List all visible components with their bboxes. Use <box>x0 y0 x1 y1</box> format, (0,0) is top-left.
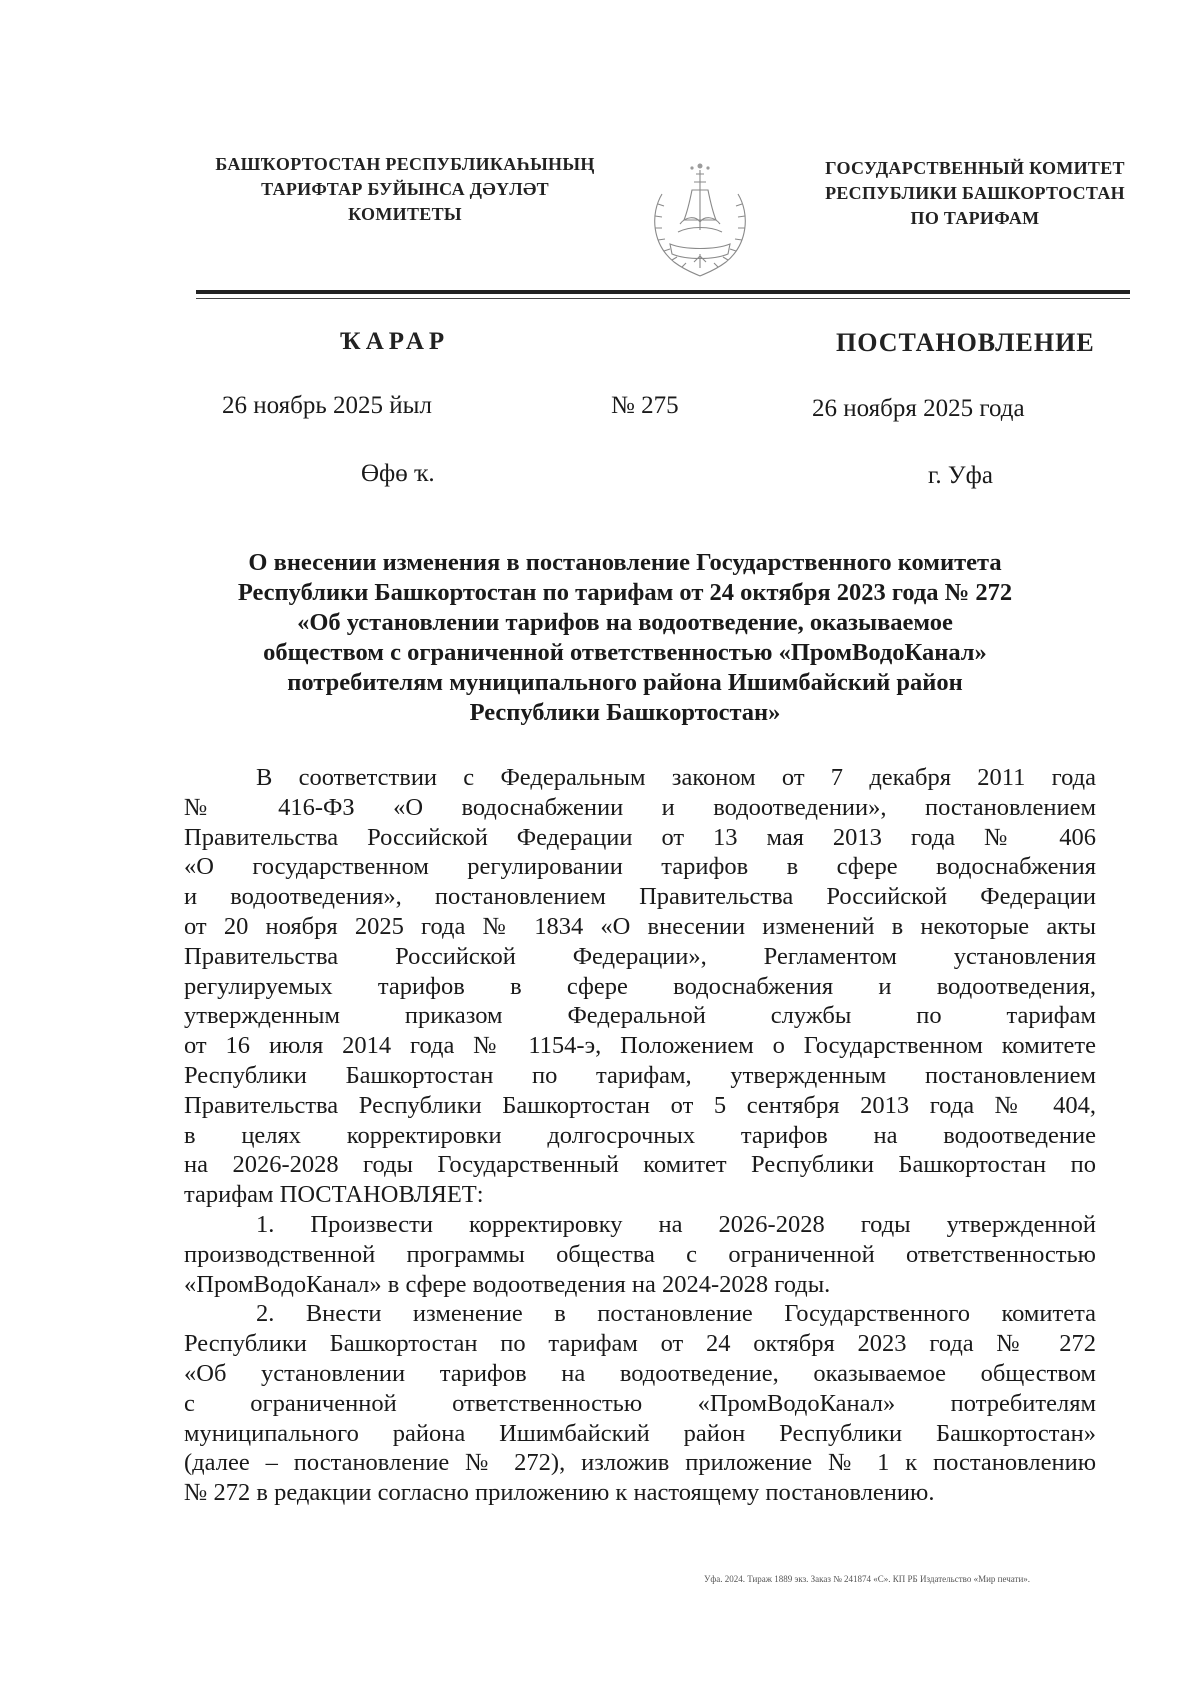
body-line: В соответствии с Федеральным законом от 7 декабря 2011 года <box>256 764 1096 791</box>
body-line: № 272 в редакции согласно приложению к настоящему постановлению. <box>184 1479 935 1507</box>
body-line: в целях корректировки долгосрочных тарифов на водоотведение <box>184 1121 1096 1149</box>
document-title <box>140 548 1110 728</box>
body-line: Правительства Республики Башкортостан от 5 сентября 2013 года № 404, <box>184 1091 1096 1119</box>
body-line: тарифам ПОСТАНОВЛЯЕТ: <box>184 1181 484 1209</box>
date-bashkir: 26 ноябрь 2025 йыл <box>222 392 432 419</box>
header-russian-line: ГОСУДАРСТВЕННЫЙ КОМИТЕТ <box>825 158 1125 178</box>
body-line: от 16 июля 2014 года № 1154-э, Положением о Государственном комитете <box>184 1032 1096 1060</box>
header-russian-line: РЕСПУБЛИКИ БАШКОРТОСТАН <box>825 183 1125 203</box>
body-line: 1. Произвести корректировку на 2026-2028 годы утвержденной <box>256 1210 1096 1238</box>
header-divider-thin <box>196 298 1130 299</box>
body-line: с ограниченной ответственностью «ПромВодоКанал» потребителям <box>184 1389 1096 1417</box>
body-line: производственной программы общества с ограниченной ответственностью <box>184 1240 1096 1268</box>
document-number: № 275 <box>611 392 679 419</box>
body-line: Правительства Российской Федерации от 13 мая 2013 года № 406 <box>184 823 1096 851</box>
title-line: Республики Башкортостан по тарифам от 24 октября 2023 года № 272 <box>237 579 1013 606</box>
print-imprint: Уфа. 2024. Тираж 1889 экз. Заказ № 241874 «С». КП РБ Издательство «Мир печати». <box>704 1574 1031 1584</box>
doc-type-russian: ПОСТАНОВЛЕНИЕ <box>836 328 1095 357</box>
body-line: (далее – постановление № 272), изложив приложение № 1 к постановлению <box>184 1449 1096 1477</box>
body-line: «Об установлении тарифов на водоотведение, оказываемое обществом <box>184 1359 1096 1387</box>
body-line: регулируемых тарифов в сфере водоснабжения и водоотведения, <box>184 972 1096 1000</box>
title-line: потребителям муниципального района Ишимбайский район <box>287 669 963 696</box>
title-line: Республики Башкортостан» <box>469 699 781 726</box>
body-line: Республики Башкортостан по тарифам от 24 октября 2023 года № 272 <box>184 1330 1096 1358</box>
header-bashkir-name <box>170 152 640 227</box>
city-bashkir: Өфө ҡ. <box>361 460 435 487</box>
header-russian-name <box>780 156 1170 231</box>
header-bashkir-line: КОМИТЕТЫ <box>348 204 462 224</box>
body-line: утвержденным приказом Федеральной службы по тарифам <box>184 1002 1096 1030</box>
header-bashkir-line: БАШҠОРТОСТАН РЕСПУБЛИКАҺЫНЫҢ <box>215 154 595 174</box>
header-russian-line: ПО ТАРИФАМ <box>910 208 1040 228</box>
body-line: и водоотведения», постановлением Правительства Российской Федерации <box>184 883 1096 911</box>
header-divider-thick <box>196 290 1130 294</box>
body-line: 2. Внести изменение в постановление Государственного комитета <box>256 1300 1096 1328</box>
bashkortostan-emblem-icon <box>640 150 760 286</box>
body-line: № 416-ФЗ «О водоснабжении и водоотведении», постановлением <box>184 793 1096 821</box>
date-russian: 26 ноября 2025 года <box>812 395 1025 422</box>
body-line: муниципального района Ишимбайский район Республики Башкортостан» <box>184 1419 1096 1447</box>
header-bashkir-line: ТАРИФТАР БУЙЫНСА ДӘҮЛӘТ <box>261 179 549 199</box>
body-line: Республики Башкортостан по тарифам, утвержденным постановлением <box>184 1061 1096 1089</box>
title-line: обществом с ограниченной ответственностью «ПромВодоКанал» <box>263 639 987 666</box>
city-russian: г. Уфа <box>928 462 993 489</box>
body-line: на 2026-2028 годы Государственный комитет Республики Башкортостан по <box>184 1151 1096 1179</box>
title-line: «Об установлении тарифов на водоотведение, оказываемое <box>297 609 953 636</box>
body-line: от 20 ноября 2025 года № 1834 «О внесении изменений в некоторые акты <box>184 912 1096 940</box>
body-line: «ПромВодоКанал» в сфере водоотведения на 2024-2028 годы. <box>184 1270 831 1298</box>
doc-type-bashkir: ҠАРАР <box>340 328 450 355</box>
body-line: «О государственном регулировании тарифов в сфере водоснабжения <box>184 853 1096 881</box>
title-line: О внесении изменения в постановление Государственного комитета <box>248 549 1002 576</box>
document-body <box>184 763 1096 1508</box>
body-line: Правительства Российской Федерации», Регламентом установления <box>184 942 1096 970</box>
